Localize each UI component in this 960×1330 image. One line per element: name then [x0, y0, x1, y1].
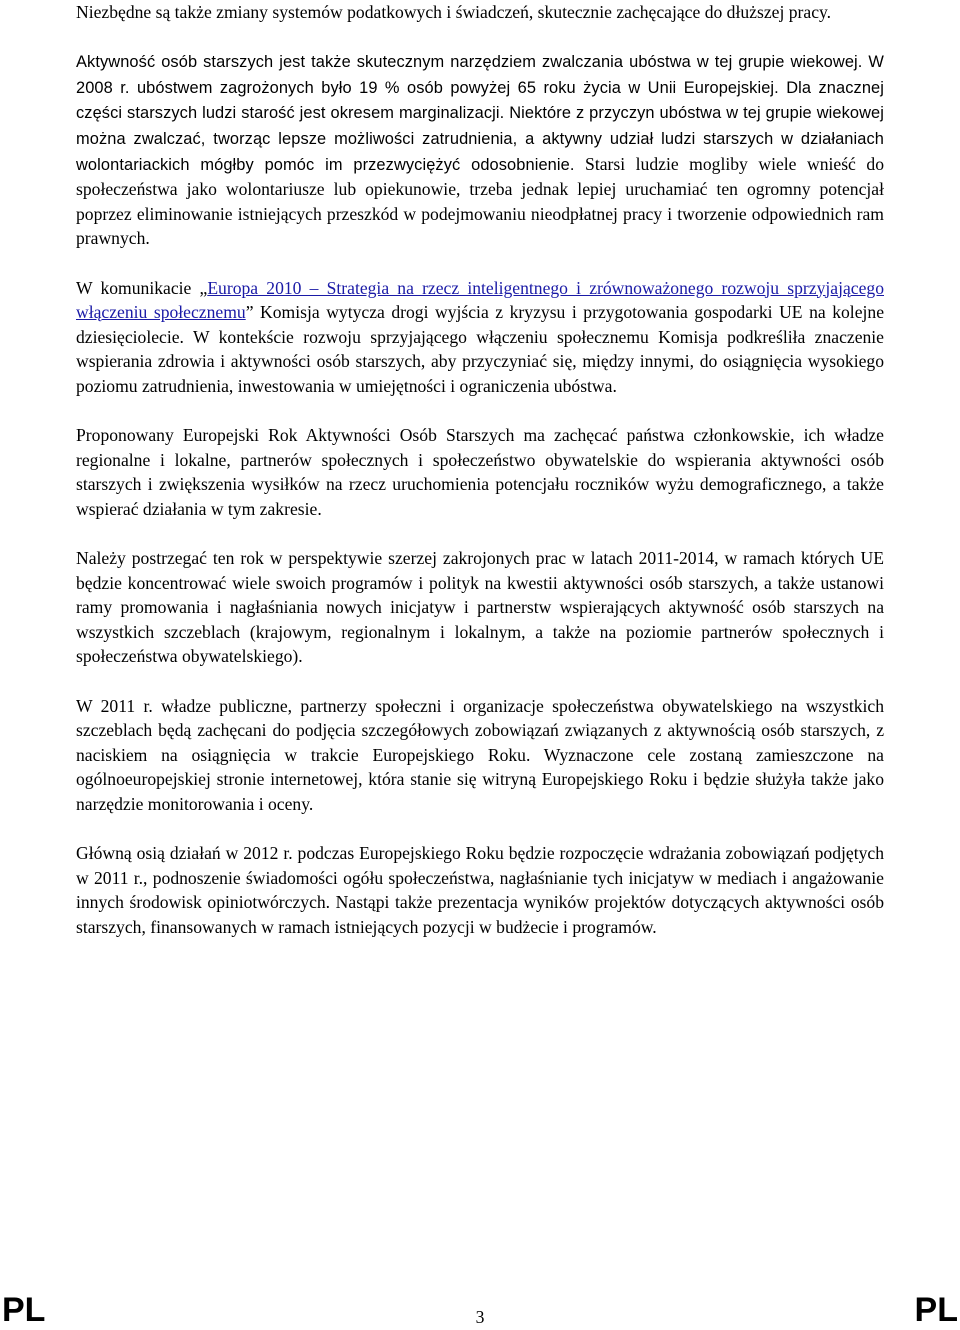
paragraph-perspective: Należy postrzegać ten rok w perspektywie szerzej zakrojonych prac w latach 2011-2014, w ramach których UE będzie koncentrować wiele swoich programów i polityk na kwestii aktywności osób starszych, a także ustanowi ramy promowania i nagłaśniania nowych inicjatyw i partnerstw wspierających aktywność osób starszych na wszystkich szczeblach (krajowym, regionalnym i lokalnym, a także na poziomie partnerów społecznych i społeczeństwa obywatelskiego).	[76, 548, 884, 667]
footer-language-right: PL	[914, 1291, 958, 1329]
paragraph-2011: W 2011 r. władze publiczne, partnerzy społeczni i organizacje społeczeństwa obywatelskiego na wszystkich szczeblach będą zachęcani do podjęcia szczegółowych zobowiązań związanych z aktywnością osób starszych, z naciskiem na osiągnięcia w trakcie Europejskiego Roku. Wyznaczone cele zostaną zamieszczone na ogólnoeuropejskiej stronie internetowej, która stanie się witryną Europejskiego Roku i będzie służyła także jako narzędzie monitorowania i oceny.	[76, 695, 884, 814]
paragraph-tax-systems: Niezbędne są także zmiany systemów podatkowych i świadczeń, skutecznie zachęcające do dłuższej pracy.	[76, 2, 832, 22]
document-body	[76, 0, 884, 940]
footer-language-left: PL	[2, 1291, 46, 1329]
paragraph-europe-2020-before: W komunikacie „	[76, 277, 208, 298]
paragraph-europe-2020-after: ” Komisja wytycza drogi wyjścia z kryzysu i przygotowania gospodarki UE na kolejne dziesięciolecie. W kontekście rozwoju sprzyjającego włączeniu społecznemu Komisja podkreśliła znaczenie wspierania zdrowia i aktywności osób starszych, aby przyczyniać się, między innymi, do osiągnięcia wysokiego poziomu zatrudnienia, inwestowania w umiejętności i ograniczenia ubóstwa.	[76, 302, 884, 396]
paragraph-proposed-year: Proponowany Europejski Rok Aktywności Osób Starszych ma zachęcać państwa członkowskie, ich władze regionalne i lokalne, partnerów społecznych i społeczeństwo obywatelskie do wspierania aktywności osób starszych i zwiększenia wysiłków na rzecz uruchomienia potencjału roczników wyżu demograficznego, a także wspierać działania w tym zakresie.	[76, 425, 884, 519]
paragraph-poverty	[76, 49, 884, 251]
europe-2020-strategy-link[interactable]: Europa 2010 – Strategia na rzecz inteligentnego i zrównoważonego rozwoju sprzyjającego włączeniu społecznemu	[76, 277, 884, 323]
paragraph-poverty-part1: Aktywność osób starszych jest także skutecznym narzędziem zwalczania ubóstwa w tej grupie wiekowej. W 2008 r. ubóstwem zagrożonych było 19 % osób powyżej 65 roku życia w Unii Europejskiej. Dla znacznej części starszych ludzi starość jest okresem marginalizacji. Niektóre z przyczyn ubóstwa w tej grupie wiekowej można zwalczać, tworząc lepsze możliwości zatrudnienia, a aktywny udział ludzi starszych w działaniach wolontariackich mógłby pomóc im przezwyciężyć odosobnienie.	[76, 53, 884, 174]
paragraph-2012: Główną osią działań w 2012 r. podczas Europejskiego Roku będzie rozpoczęcie wdrażania zobowiązań podjętych w 2011 r., podnoszenie świadomości ogółu społeczeństwa, nagłaśnianie tych inicjatyw w mediach i angażowanie innych środowisk opiniotwórczych. Nastąpi także prezentacja wyników projektów dotyczących aktywności osób starszych, finansowanych w ramach istniejących pozycji w budżecie i programów.	[76, 843, 884, 937]
paragraph-poverty-part2: Starsi ludzie mogliby wiele wnieść do społeczeństwa jako wolontariusze lub opiekunowie, trzeba jednak lepiej uruchamiać ten ogromny potencjał poprzez eliminowanie istniejących przeszkód w podejmowaniu nieodpłatnej pracy i tworzenie odpowiednich ram prawnych.	[76, 153, 885, 249]
page-number: 3	[475, 1307, 485, 1327]
paragraph-europe-2020	[76, 276, 884, 399]
